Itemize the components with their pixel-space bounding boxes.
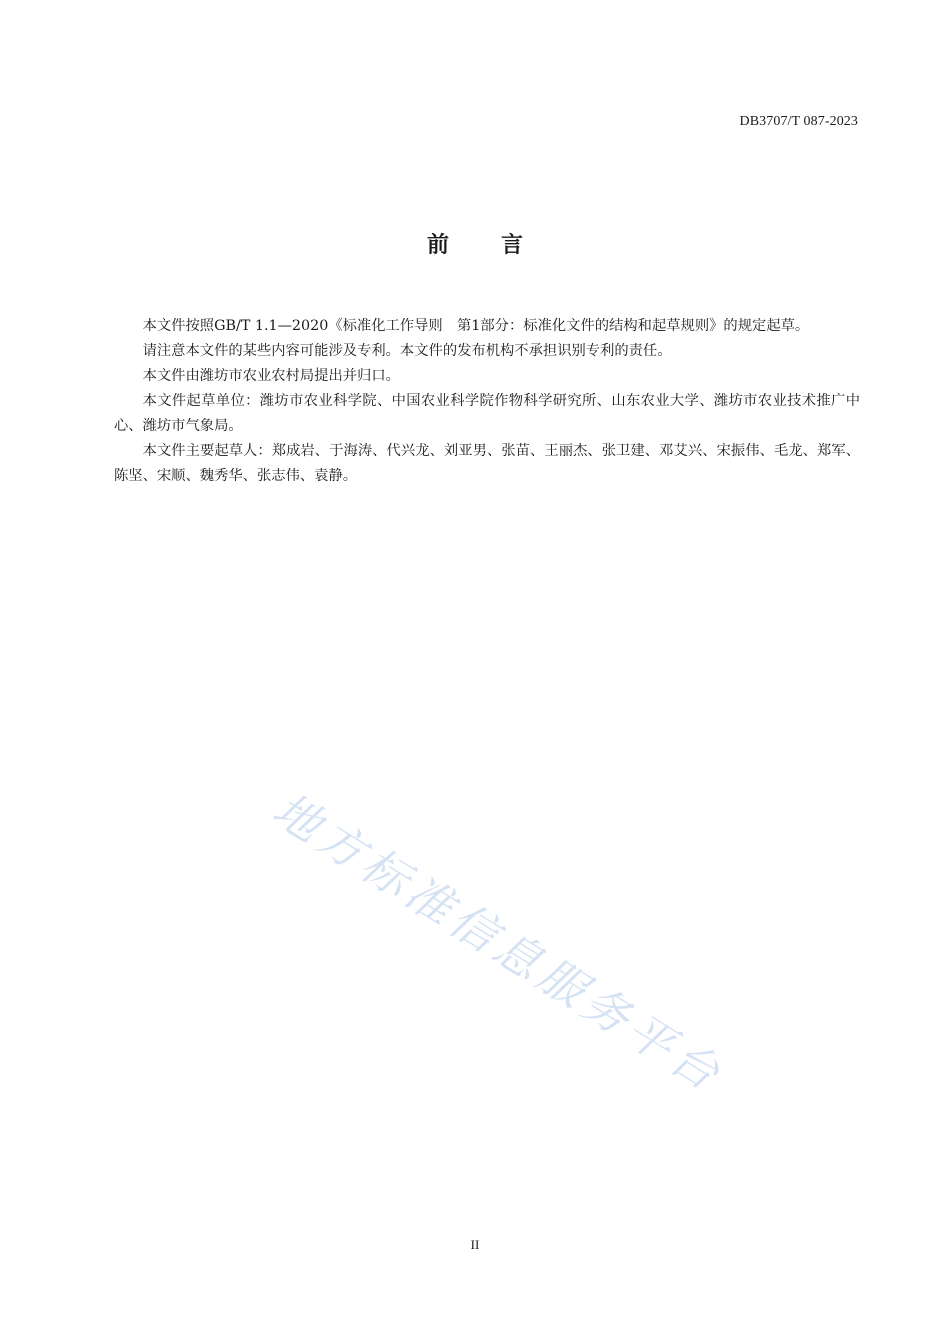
- paragraph-drafting-rules: 本文件按照GB/T 1.1—2020《标准化工作导则 第1部分：标准化文件的结构和起草规则》的规定起草。: [142, 318, 810, 334]
- foreword-body: [114, 314, 860, 489]
- page-number: II: [470, 1237, 480, 1252]
- page-title: 前言: [426, 233, 575, 258]
- paragraph-patent-notice: 请注意本文件的某些内容可能涉及专利。本文件的发布机构不承担识别专利的责任。: [142, 343, 672, 359]
- watermark: 地方标准信息服务平台: [263, 781, 734, 1104]
- paragraph-drafters: 本文件主要起草人：郑成岩、于海涛、代兴龙、刘亚男、张苗、王丽杰、张卫建、邓艾兴、宋振伟、毛龙、郑军、陈坚、宋顺、魏秀华、张志伟、袁静。: [114, 443, 860, 484]
- paragraph-proposer: 本文件由潍坊市农业农村局提出并归口。: [142, 368, 400, 384]
- paragraph-drafting-units: 本文件起草单位：潍坊市农业科学院、中国农业科学院作物科学研究所、山东农业大学、潍坊市农业技术推广中心、潍坊市气象局。: [114, 393, 860, 434]
- document-number: DB3707/T 087-2023: [739, 114, 858, 129]
